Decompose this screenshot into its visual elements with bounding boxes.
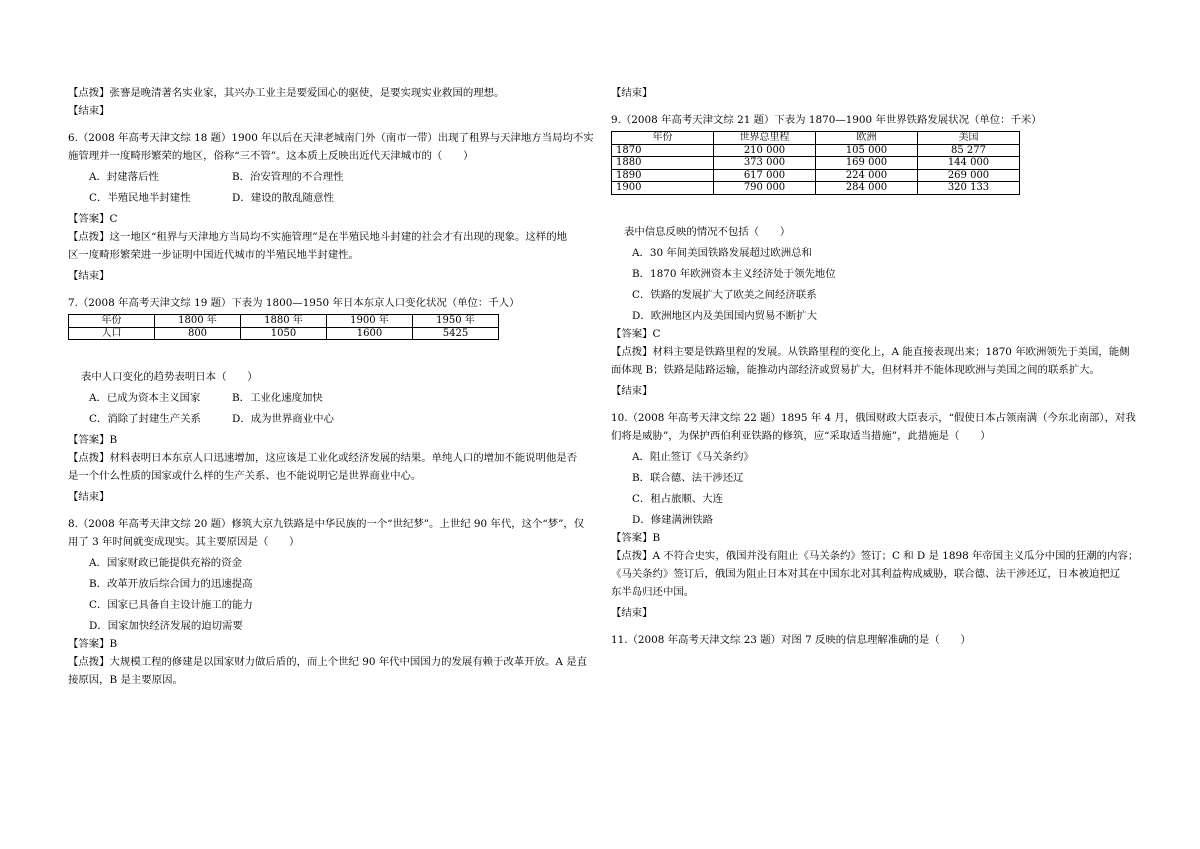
table-header-cell: 1880 年 — [241, 315, 327, 328]
table-cell: 1890 — [612, 169, 714, 182]
table-cell: 169 000 — [816, 157, 918, 170]
q6-options-row-2 — [68, 191, 596, 205]
q7-option-a: A．已成为资本主义国家 — [89, 392, 201, 404]
table-cell: 617 000 — [714, 169, 816, 182]
q8-answer: 【答案】B — [68, 638, 118, 650]
q9-analysis-line-2: 面体现 B；铁路是陆路运输，能推动内部经济或贸易扩大，但材料并不能体现欧洲与美国之间的联系扩大。 — [611, 363, 1100, 376]
table-row — [612, 182, 1020, 195]
table-cell: 224 000 — [816, 169, 918, 182]
q8-end-marker: 【结束】 — [611, 87, 653, 99]
table-cell: 790 000 — [714, 182, 816, 195]
q10-analysis-line-1: 【点拨】A 不符合史实，俄国并没有阻止《马关条约》签订；C 和 D 是 1898 年帝国主义瓜分中国的狂潮的内容； — [611, 549, 1139, 562]
q9-railway-table — [611, 131, 1020, 195]
table-header-cell: 1900 年 — [327, 315, 413, 328]
q7-option-d: D．成为世界商业中心 — [232, 413, 334, 425]
table-cell: 1900 — [612, 182, 714, 195]
q7-end-marker: 【结束】 — [68, 491, 110, 503]
q9-option-d: D．欧洲地区内及美国国内贸易不断扩大 — [632, 309, 817, 322]
q6-answer: 【答案】C — [68, 213, 118, 225]
q9-end-marker: 【结束】 — [611, 384, 653, 397]
table-row — [612, 144, 1020, 157]
table-cell: 1050 — [241, 327, 327, 340]
q10-stem-line-1: 10.（2008 年高考天津文综 22 题）1895 年 4 月，俄国财政大臣表示，“假使日本占领南满（今东北南部），对我 — [611, 411, 1136, 424]
table-cell: 85 277 — [918, 144, 1020, 157]
table-cell: 210 000 — [714, 144, 816, 157]
table-cell: 284 000 — [816, 182, 918, 195]
q10-option-c: C．租占旅顺、大连 — [632, 492, 724, 505]
table-cell: 1600 — [327, 327, 413, 340]
table-row — [612, 157, 1020, 170]
q8-stem-line-1: 8.（2008 年高考天津文综 20 题）修筑大京九铁路是中华民族的一个“世纪梦”。上世纪 90 年代，这个“梦”，仅 — [68, 518, 585, 530]
q7-answer: 【答案】B — [68, 434, 118, 446]
q6-analysis-line-2: 区一度畸形繁荣进一步证明中国近代城市的半殖民地半封建性。 — [68, 249, 359, 261]
table-cell: 1870 — [612, 144, 714, 157]
q6-stem-line-2: 施管理并一度畸形繁荣的地区，俗称“三不管”。这本质上反映出近代天津城市的（ ） — [68, 150, 474, 162]
table-cell: 320 133 — [918, 182, 1020, 195]
table-header-row — [612, 132, 1020, 145]
q10-analysis-line-3: 东半岛归还中国。 — [611, 585, 695, 598]
q10-answer: 【答案】B — [611, 531, 661, 544]
q8-option-c: C．国家已具备自主设计施工的能力 — [89, 599, 253, 611]
q8-option-b: B．改革开放后综合国力的迅速提高 — [89, 578, 253, 590]
q9-option-b: B．1870 年欧洲资本主义经济处于领先地位 — [632, 267, 836, 280]
q7-option-c: C．消除了封建生产关系 — [89, 413, 201, 425]
q6-option-c: C．半殖民地半封建性 — [89, 192, 191, 204]
table-header-cell: 欧洲 — [816, 132, 918, 145]
q9-question: 表中信息反映的情况不包括（ ） — [624, 225, 791, 238]
q7-options-row-1 — [68, 391, 596, 405]
table-cell: 人口 — [69, 327, 155, 340]
q8-stem-line-2: 用了 3 年时间就变成现实。其主要原因是（ ） — [68, 536, 300, 548]
table-header-cell: 美国 — [918, 132, 1020, 145]
table-header-cell: 年份 — [612, 132, 714, 145]
q10-option-d: D．修建满洲铁路 — [632, 513, 714, 526]
table-cell: 373 000 — [714, 157, 816, 170]
q6-options-row-1 — [68, 170, 596, 184]
q10-option-b: B．联合德、法干涉还辽 — [632, 471, 744, 484]
q7-question: 表中人口变化的趋势表明日本（ ） — [81, 371, 258, 383]
q9-stem: 9.（2008 年高考天津文综 21 题）下表为 1870—1900 年世界铁路发展状况（单位：千米） — [611, 114, 1042, 126]
table-cell: 269 000 — [918, 169, 1020, 182]
q9-option-c: C．铁路的发展扩大了欧美之间经济联系 — [632, 288, 817, 301]
q9-analysis-line-1: 【点拨】材料主要是铁路里程的发展。从铁路里程的变化上，A 能直接表现出来；1870 年欧洲领先于美国，能侧 — [611, 345, 1130, 358]
q7-option-b: B．工业化速度加快 — [232, 392, 323, 404]
table-cell: 144 000 — [918, 157, 1020, 170]
q7-analysis-line-2: 是一个什么性质的国家或什么样的生产关系、也不能说明它是世界商业中心。 — [68, 470, 422, 482]
q8-option-a: A．国家财政已能提供充裕的资金 — [89, 557, 242, 569]
left-column — [68, 86, 596, 687]
q8-option-d: D．国家加快经济发展的迫切需要 — [89, 620, 243, 632]
q10-analysis-line-2: 《马关条约》签订后，俄国为阻止日本对其在中国东北对其利益构成威胁，联合德、法干涉还辽，日本被迫把辽 — [611, 567, 1121, 580]
table-row — [612, 169, 1020, 182]
q6-option-b: B．治安管理的不合理性 — [232, 171, 344, 183]
q6-analysis-line-1: 【点拨】这一地区“租界与天津地方当局均不实施管理”是在半殖民地斗封建的社会才有出现的现象。这样的地 — [68, 231, 567, 243]
q7-options-row-2 — [68, 412, 596, 426]
q6-end-marker: 【结束】 — [68, 270, 110, 282]
table-header-row — [69, 315, 499, 328]
table-row — [69, 327, 499, 340]
table-cell: 105 000 — [816, 144, 918, 157]
table-cell: 5425 — [413, 327, 499, 340]
q8-analysis-line-1: 【点拨】大规模工程的修建是以国家财力做后盾的，而上个世纪 90 年代中国国力的发展有赖于改革开放。A 是直 — [68, 656, 587, 668]
table-header-cell: 年份 — [69, 315, 155, 328]
q7-analysis-line-1: 【点拨】材料表明日本东京人口迅速增加，这应该是工业化或经济发展的结果。单纯人口的增加不能说明他是否 — [68, 452, 578, 464]
q5-end-marker: 【结束】 — [68, 105, 110, 117]
right-column — [611, 86, 1137, 647]
q6-option-d: D．建设的散乱随意性 — [232, 192, 334, 204]
table-cell: 1880 — [612, 157, 714, 170]
q6-stem-line-1: 6.（2008 年高考天津文综 18 题）1900 年以后在天津老城南门外（南市一带）出现了租界与天津地方当局均不实 — [68, 132, 594, 144]
table-header-cell: 1950 年 — [413, 315, 499, 328]
q5-analysis: 【点拨】张謇是晚清著名实业家，其兴办工业主是要爱国心的驱使，是要实现实业救国的理想。 — [68, 87, 505, 99]
q7-population-table — [68, 314, 499, 340]
table-header-cell: 世界总里程 — [714, 132, 816, 145]
q6-option-a: A．封建落后性 — [89, 171, 159, 183]
table-cell: 800 — [155, 327, 241, 340]
q10-stem-line-2: 们将是威胁”，为保护西伯利亚铁路的修筑，应“采取适当措施”，此措施是（ ） — [611, 429, 991, 442]
q8-analysis-line-2: 接原因，B 是主要原因。 — [68, 674, 183, 686]
q7-stem: 7.（2008 年高考天津文综 19 题）下表为 1800—1950 年日本东京人口变化状况（单位：千人） — [68, 297, 520, 309]
table-header-cell: 1800 年 — [155, 315, 241, 328]
q10-end-marker: 【结束】 — [611, 606, 653, 619]
q10-option-a: A．阻止签订《马关条约》 — [632, 450, 754, 463]
q9-option-a: A．30 年间美国铁路发展超过欧洲总和 — [632, 246, 812, 259]
q11-stem: 11.（2008 年高考天津文综 23 题）对图 7 反映的信息理解准确的是（ ） — [611, 633, 971, 646]
q9-answer: 【答案】C — [611, 327, 661, 340]
